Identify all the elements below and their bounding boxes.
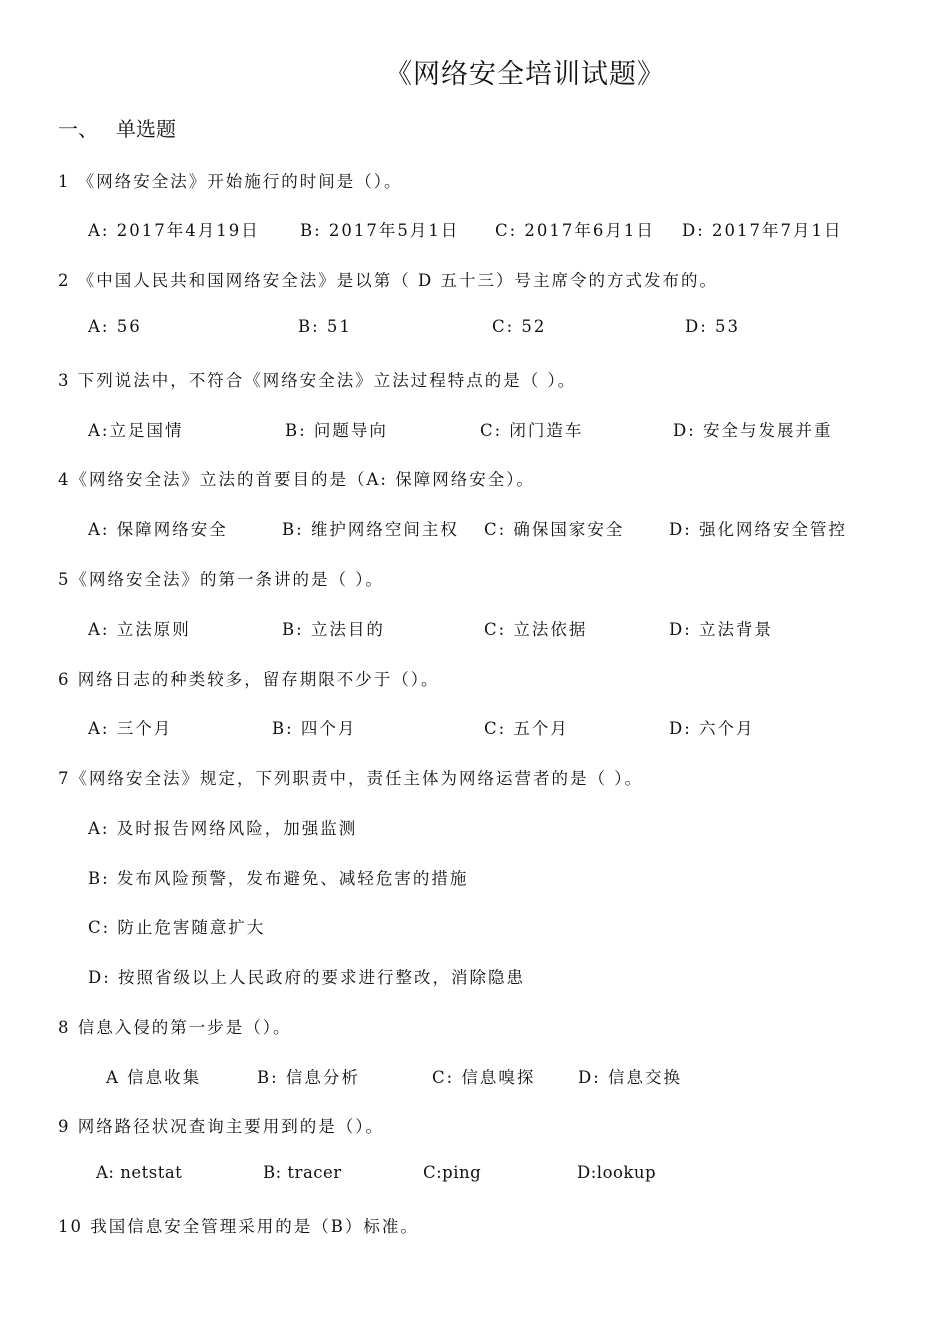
q5-option-d: D: 立法背景 [669, 620, 774, 639]
section-heading [58, 113, 176, 142]
q6-option-c: C: 五个月 [484, 719, 569, 738]
q4-option-b: B: 维护网络空间主权 [282, 520, 459, 539]
q4-option-d: D: 强化网络安全管控 [669, 520, 848, 539]
q9-option-a: A: netstat [96, 1163, 183, 1182]
question-7: 7《网络安全法》规定，下列职责中，责任主体为网络运营者的是（ ）。 [58, 769, 643, 788]
q8-option-a: A 信息收集 [106, 1068, 202, 1087]
q2-option-b: B: 51 [298, 317, 352, 336]
q6-option-a: A: 三个月 [88, 719, 173, 738]
q9-option-c: C:ping [423, 1163, 482, 1182]
q6-option-d: D: 六个月 [669, 719, 755, 738]
q2-option-c: C: 52 [492, 317, 547, 336]
q5-option-b: B: 立法目的 [282, 620, 385, 639]
question-10: 10 我国信息安全管理采用的是（B）标准。 [58, 1217, 419, 1236]
q6-option-b: B: 四个月 [272, 719, 357, 738]
q9-option-d: D:lookup [577, 1163, 657, 1182]
question-2: 2 《中国人民共和国网络安全法》是以第（ D 五十三）号主席令的方式发布的。 [58, 271, 718, 290]
q5-option-c: C: 立法依据 [484, 620, 588, 639]
q3-option-c: C: 闭门造车 [480, 421, 584, 440]
q7-option-c: C: 防止危害随意扩大 [88, 918, 266, 937]
q8-option-d: D: 信息交换 [578, 1068, 683, 1087]
q8-option-c: C: 信息嗅探 [432, 1068, 536, 1087]
q7-option-d: D: 按照省级以上人民政府的要求进行整改，消除隐患 [88, 968, 526, 987]
section-number: 一、 [58, 117, 98, 141]
q8-option-b: B: 信息分析 [257, 1068, 360, 1087]
q2-option-d: D: 53 [685, 317, 741, 336]
q7-option-b: B: 发布风险预警，发布避免、减轻危害的措施 [88, 869, 469, 888]
q1-option-a: A: 2017年4月19日 [88, 221, 260, 240]
question-4: 4《网络安全法》立法的首要目的是（A: 保障网络安全）。 [58, 470, 535, 489]
question-9: 9 网络路径状况查询主要用到的是（）。 [58, 1117, 384, 1136]
question-8: 8 信息入侵的第一步是（）。 [58, 1018, 292, 1037]
q3-option-a: A:立足国情 [88, 421, 184, 440]
question-1: 1 《网络安全法》开始施行的时间是（）。 [58, 172, 403, 191]
section-label: 单选题 [116, 117, 176, 141]
q3-option-d: D: 安全与发展并重 [673, 421, 833, 440]
q4-option-c: C: 确保国家安全 [484, 520, 625, 539]
q4-option-a: A: 保障网络安全 [88, 520, 228, 539]
question-3: 3 下列说法中，不符合《网络安全法》立法过程特点的是（ ）。 [58, 371, 577, 390]
q2-option-a: A: 56 [88, 317, 142, 336]
page-title: 《网络安全培训试题》 [385, 59, 665, 90]
q1-option-d: D: 2017年7月1日 [682, 221, 843, 240]
question-6: 6 网络日志的种类较多，留存期限不少于（）。 [58, 670, 440, 689]
question-5: 5《网络安全法》的第一条讲的是（ ）。 [58, 570, 384, 589]
q1-option-b: B: 2017年5月1日 [300, 221, 460, 240]
q9-option-b: B: tracer [263, 1163, 342, 1182]
q7-option-a: A: 及时报告网络风险，加强监测 [88, 819, 358, 838]
q5-option-a: A: 立法原则 [88, 620, 191, 639]
q1-option-c: C: 2017年6月1日 [495, 221, 655, 240]
q3-option-b: B: 问题导向 [285, 421, 388, 440]
